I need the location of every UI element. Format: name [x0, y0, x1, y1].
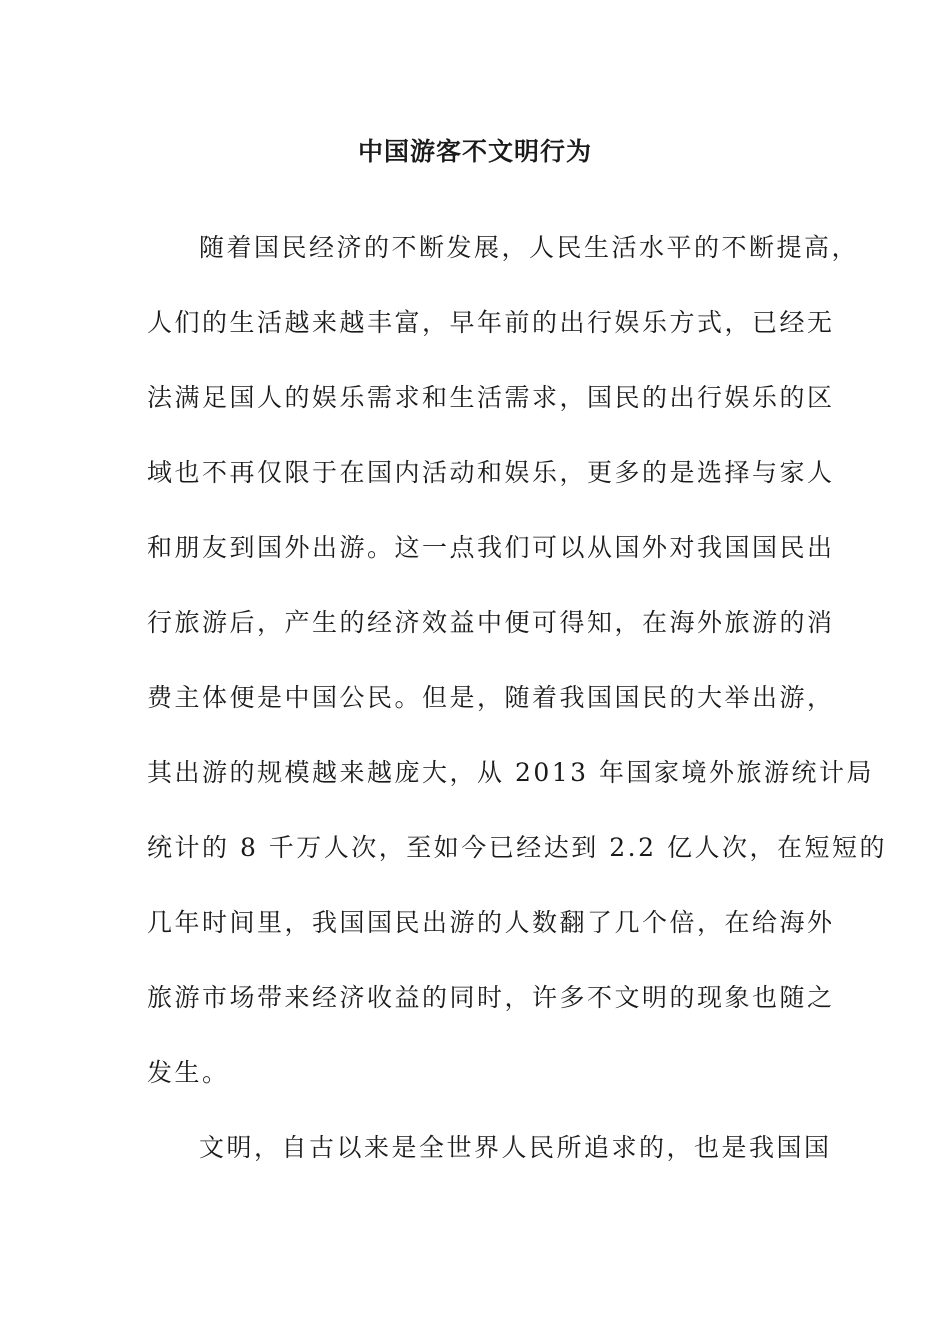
- paragraph-line: 和朋友到国外出游。这一点我们可以从国外对我国国民出: [147, 533, 835, 562]
- paragraph-line: 几年时间里，我国国民出游的人数翻了几个倍，在给海外: [147, 908, 835, 937]
- paragraph-line: 行旅游后，产生的经济效益中便可得知，在海外旅游的消: [147, 608, 835, 637]
- paragraph-line: 其出游的规模越来越庞大，从 2013 年国家境外旅游统计局: [147, 758, 875, 787]
- paragraph-line: 随着国民经济的不断发展，人民生活水平的不断提高，: [199, 233, 860, 262]
- paragraph-2: [147, 1110, 832, 1185]
- paragraph-line: 文明，自古以来是全世界人民所追求的，也是我国国: [199, 1133, 832, 1162]
- document-body: [147, 210, 887, 1185]
- paragraph-line: 发生。: [147, 1058, 230, 1087]
- paragraph-1: [147, 210, 887, 1110]
- document-title: 中国游客不文明行为: [357, 137, 592, 166]
- paragraph-line: 法满足国人的娱乐需求和生活需求，国民的出行娱乐的区: [147, 383, 835, 412]
- paragraph-line: 旅游市场带来经济收益的同时，许多不文明的现象也随之: [147, 983, 835, 1012]
- paragraph-line: 费主体便是中国公民。但是，随着我国国民的大举出游，: [147, 683, 835, 712]
- paragraph-line: 统计的 8 千万人次，至如今已经达到 2.2 亿人次，在短短的: [147, 833, 887, 862]
- paragraph-line: 域也不再仅限于在国内活动和娱乐，更多的是选择与家人: [147, 458, 835, 487]
- paragraph-line: 人们的生活越来越丰富，早年前的出行娱乐方式，已经无: [147, 308, 835, 337]
